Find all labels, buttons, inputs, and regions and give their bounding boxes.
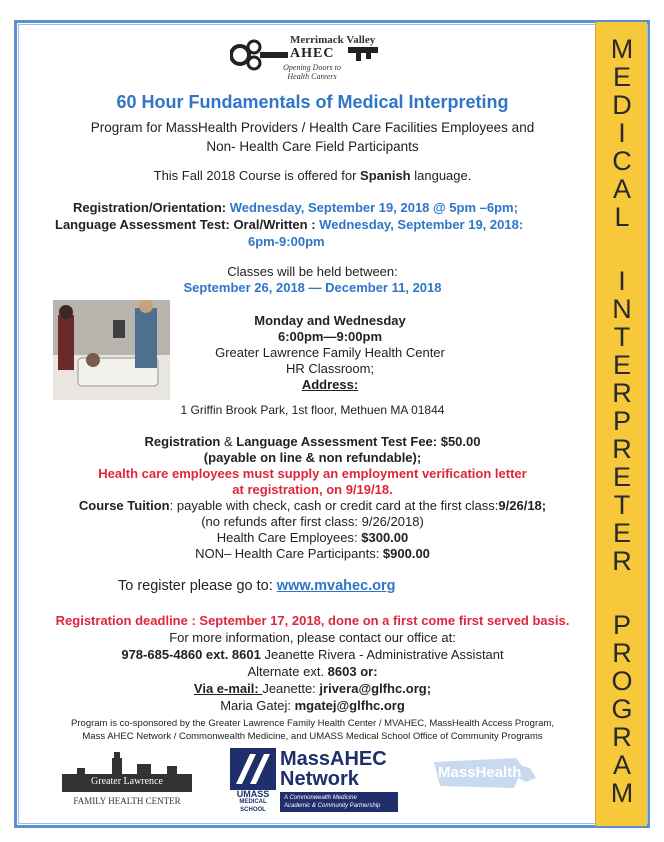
no-refund: (no refunds after first class: 9/26/2018) xyxy=(201,514,424,529)
banner-letter: T xyxy=(613,322,631,352)
class-dates xyxy=(30,264,595,296)
email-name: Jeanette: xyxy=(262,681,320,696)
subtitle-line: Program for MassHealth Providers / Health Care Facilities Employees and xyxy=(90,120,535,135)
address: 1 Griffin Brook Park, 1st floor, Methuen MA 01844 xyxy=(180,403,445,417)
fee-line xyxy=(30,434,595,450)
registration-info xyxy=(55,199,595,250)
orientation-line xyxy=(55,199,595,216)
banner-letter: A xyxy=(612,174,631,204)
banner-letter: E xyxy=(612,462,631,492)
umass-line: UMASS xyxy=(236,789,270,799)
schedule-time: 6:00pm—9:00pm xyxy=(277,329,383,344)
massahec-name: MassAHEC xyxy=(280,748,387,770)
subtitle xyxy=(30,118,595,156)
test-time: 6pm-9:00pm xyxy=(248,234,325,249)
schedule-days: Monday and Wednesday xyxy=(254,313,406,328)
test-line xyxy=(55,216,595,233)
email-label: Via e-mail: xyxy=(193,681,263,696)
logo-title: Merrimack Valley xyxy=(290,34,376,46)
fee-amount: : $50.00 xyxy=(432,434,481,449)
network-name: Network xyxy=(280,768,359,790)
partnership-line: A Commonwealth Medicine xyxy=(284,795,357,801)
email-link[interactable]: mgatej@glfhc.org xyxy=(294,698,405,713)
banner-letter: T xyxy=(613,490,631,520)
massahec-logo xyxy=(230,748,400,818)
register-link[interactable]: www.mvahec.org xyxy=(276,578,396,594)
banner-letter: M xyxy=(610,34,634,64)
page-title: 60 Hour Fundamentals of Medical Interpreting xyxy=(116,92,509,112)
hc-label: Health Care Employees: xyxy=(216,530,362,545)
umass-line: MEDICAL xyxy=(239,799,267,805)
glfhc-logo xyxy=(52,752,202,816)
banner-letter: E xyxy=(612,350,631,380)
banner-letter: R xyxy=(612,638,632,668)
registration-deadline: Registration deadline : September 17, 2018, done on a first come first served basis. xyxy=(55,613,570,628)
massahec-mark-icon xyxy=(230,748,276,790)
contact-phone: 978-685-4860 ext. 8601 xyxy=(121,647,261,662)
partnership-line: Academic & Community Partnership xyxy=(284,803,381,809)
test-date: Wednesday, September 19, 2018: xyxy=(319,217,524,232)
banner-letter: R xyxy=(612,378,632,408)
class-range: September 26, 2018 — December 11, 2018 xyxy=(183,280,442,295)
tuition-text: : payable with check, cash or credit card at the first class: xyxy=(169,498,499,513)
orientation-label: Registration/Orientation: xyxy=(73,200,230,215)
glfhc-top: Greater Lawrence xyxy=(91,776,163,787)
masshealth-logo xyxy=(430,748,540,798)
schedule xyxy=(180,313,480,393)
key-icon xyxy=(230,38,288,72)
email-line xyxy=(30,680,595,697)
banner-letter: I xyxy=(618,266,626,296)
hc-amount: $300.00 xyxy=(361,530,409,545)
fee-label: Language Assessment Test Fee xyxy=(236,434,433,449)
contact-info xyxy=(30,629,595,714)
sponsor-line: Program is co-sponsored by the Greater Lawrence Family Health Center / MVAHEC, MassHealth Access Program, xyxy=(71,718,554,729)
banner-letter: E xyxy=(612,62,631,92)
alt-ext: 8603 or: xyxy=(327,664,378,679)
register-line xyxy=(118,578,396,594)
email-line xyxy=(30,697,595,714)
banner-letter: R xyxy=(612,546,632,576)
schedule-room: HR Classroom; xyxy=(285,361,375,376)
class-intro: Classes will be held between: xyxy=(227,264,398,279)
sponsor-note xyxy=(30,717,595,743)
fee-note: (payable on line & non refundable); xyxy=(203,450,422,465)
schedule-place: Greater Lawrence Family Health Center xyxy=(215,345,445,360)
banner-letter: N xyxy=(612,294,632,324)
logo-tagline: Opening Doors to Health Careers xyxy=(283,63,341,81)
hc-price xyxy=(30,530,595,546)
glfhc-bottom: FAMILY HEALTH CENTER xyxy=(73,796,181,806)
register-prefix: To register please go to: xyxy=(118,578,277,594)
tuition-line xyxy=(30,498,595,514)
language-offer xyxy=(30,168,595,183)
interpreter-photo xyxy=(53,300,170,400)
address-label: Address: xyxy=(301,377,359,392)
fees-section xyxy=(30,434,595,562)
offer-language: Spanish xyxy=(360,168,411,183)
verification-warning: Health care employees must supply an employment verification letter xyxy=(98,466,527,481)
sponsor-line: Mass AHEC Network / Commonwealth Medicine, and UMASS Medical School Office of Community Programs xyxy=(82,731,543,742)
non-hc-amount: $900.00 xyxy=(382,546,430,561)
tuition-label: Course Tuition xyxy=(78,498,170,513)
offer-text: This Fall 2018 Course is offered for xyxy=(153,168,361,183)
orientation-date: Wednesday, September 19, 2018 @ 5pm –6pm; xyxy=(229,200,518,215)
banner-letter: E xyxy=(612,518,631,548)
banner-letter: R xyxy=(612,434,632,464)
offer-text: language. xyxy=(410,168,472,183)
contact-phone-line xyxy=(30,646,595,663)
banner-letter: R xyxy=(612,722,632,752)
verification-warning: at registration, on 9/19/18. xyxy=(232,482,393,497)
test-label: Language Assessment Test: Oral/Written : xyxy=(55,217,320,232)
masshealth-name: MassHealth xyxy=(438,764,522,781)
alt-label: Alternate ext. xyxy=(247,664,328,679)
vertical-banner xyxy=(595,22,647,826)
contact-person: Jeanette Rivera - Administrative Assistant xyxy=(260,647,504,662)
banner-letter: A xyxy=(612,750,631,780)
subtitle-line: Non- Health Care Field Participants xyxy=(206,139,419,154)
key-bit-icon xyxy=(348,47,378,61)
banner-letter: P xyxy=(612,406,631,436)
banner-letter: L xyxy=(614,202,630,232)
banner-letter: G xyxy=(611,694,633,724)
fee-label: Registration xyxy=(144,434,221,449)
banner-letter: P xyxy=(612,610,631,640)
banner-letter: M xyxy=(610,778,634,808)
contact-intro: For more information, please contact our office at: xyxy=(169,630,456,645)
mvahec-logo xyxy=(230,34,400,84)
banner-letter: D xyxy=(612,90,632,120)
non-hc-label: NON– Health Care Participants: xyxy=(195,546,383,561)
banner-letter: I xyxy=(618,118,626,148)
email-name: Maria Gatej: xyxy=(220,698,295,713)
banner-letter: O xyxy=(611,666,633,696)
email-link[interactable]: jrivera@glfhc.org; xyxy=(319,681,432,696)
fee-amp: & xyxy=(220,434,237,449)
photo-illustration xyxy=(53,300,170,400)
contact-alt-line xyxy=(30,663,595,680)
umass-line: SCHOOL xyxy=(240,807,266,813)
non-hc-price xyxy=(30,546,595,562)
umass-partnership xyxy=(280,792,398,812)
umass-wordmark xyxy=(230,790,276,814)
banner-letter: C xyxy=(612,146,632,176)
logo-word: AHEC xyxy=(290,46,335,61)
tuition-date: 9/26/18; xyxy=(498,498,547,513)
